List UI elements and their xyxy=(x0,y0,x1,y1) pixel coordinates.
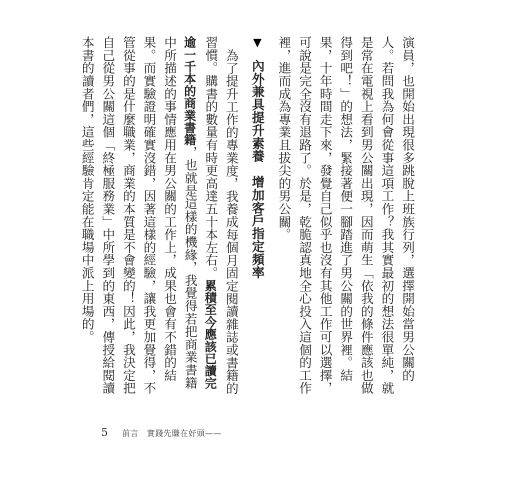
paragraph-body-tail: ，也就是這樣的機緣，我覺得若把商業書籍中所描述的事情應用在男公關的工作上，成果也會有不錯的結果。而實驗證明確實沒錯，因著這樣的經驗，讓我更加覺得，不管從事的是什麼職業，商業的本質是不會變的！因此，我決定把自己從男公關這個「終極服務業」中所學到的東西，傳授給閱讀本書的讀者們，這些經驗肯定能在職場中派上用場的。 xyxy=(79,36,198,395)
triangle-marker-icon: ▼ xyxy=(250,36,264,50)
section-heading xyxy=(247,36,267,279)
paragraph-body-lead: 為了提升工作的專業度，我養成每個月固定閱讀雜誌或書籍的習慣。購書的數量有時更高達五十本左右。 xyxy=(203,36,239,395)
paragraph-body xyxy=(76,36,241,396)
page-number: 5 xyxy=(101,426,108,439)
vertical-text-column xyxy=(79,36,417,396)
section-heading-text: 內外兼具提升素養 增加客戶指定頻率 xyxy=(249,59,265,279)
running-footer: 前言 實踐先賺在好頭—— xyxy=(122,429,222,438)
paragraph-body-emphasis: 累積至今應該已讀完逾一千本的商業書籍 xyxy=(182,36,218,390)
paragraph-intro: 演員，也開始出現很多跳脫上班族行列，選擇開始當男公關的人。若問我為何會從事這項工作？我其實最初的想法很單純，就是常在電視上看到男公關出現，因而萌生「依我的條件應該也做得到吧！」的想法，緊接著便一腳踏進了男公關的世界裡。結果，十年時間走下來，發覺自己似乎也沒有其他工作可以選擇，可說是完全沒有退路了。於是，乾脆認真地全心投入這個的工作裡，進而成為專業且拔尖的男公關。 xyxy=(276,36,415,395)
